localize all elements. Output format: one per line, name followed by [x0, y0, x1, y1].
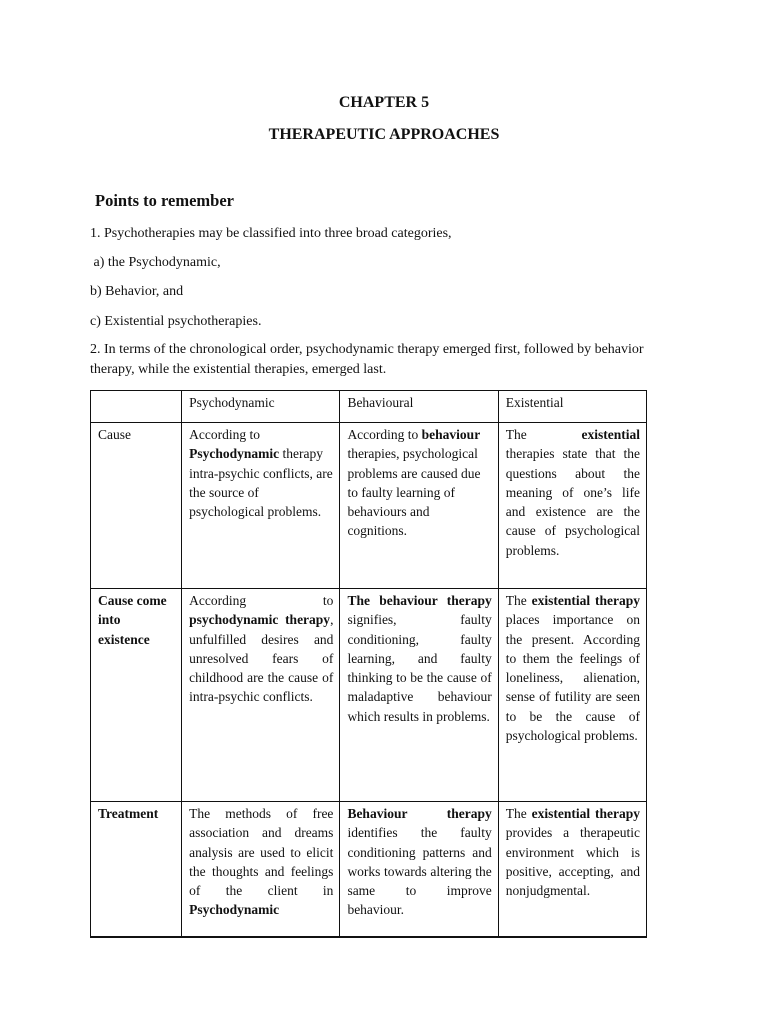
- row-label: Cause: [91, 423, 182, 589]
- point-1b: b) Behavior, and: [90, 284, 184, 299]
- table-cell: [182, 589, 340, 802]
- cell-text-bold: existential therapy: [531, 806, 640, 821]
- cell-text: The: [505, 806, 532, 821]
- cell-text: provides a therapeutic environment which is positive, accepting, and nonjudgmental.: [505, 825, 640, 899]
- point-1a: a) the Psychodynamic,: [90, 255, 221, 270]
- cell-text: According to: [347, 427, 422, 442]
- cell-text: The: [505, 427, 582, 442]
- cell-text: According to: [189, 593, 334, 608]
- cell-text-bold: behaviour: [421, 427, 481, 442]
- point-1: 1. Psychotherapies may be classified into three broad categories,: [90, 226, 452, 241]
- table-header-cell: Existential: [498, 391, 646, 423]
- cell-text-bold: existential therapy: [531, 593, 640, 608]
- table-cell: [340, 423, 498, 589]
- cell-text: therapies state that the questions about the meaning of one’s life and existence are the cause of psychological problems.: [505, 446, 640, 558]
- cell-text-bold: psychodynamic therapy: [189, 612, 331, 628]
- comparison-table: [90, 390, 647, 938]
- cell-text-bold: existential: [581, 427, 640, 442]
- table-cell: [182, 802, 340, 938]
- cell-text-bold: The behaviour therapy: [347, 593, 492, 608]
- table-header-cell: [91, 391, 182, 423]
- table-header-row: [91, 391, 647, 423]
- table-header-cell: Psychodynamic: [182, 391, 340, 423]
- chapter-label: CHAPTER 5: [338, 94, 430, 111]
- cell-text: therapies, psychological problems are caused due to faulty learning of behaviours and cognitions.: [347, 446, 481, 539]
- row-label: Cause come into existence: [91, 589, 182, 802]
- table-cell: [498, 423, 646, 589]
- cell-text: The methods of free association and dreams analysis are used to elicit the thoughts and feelings of the client in: [189, 806, 334, 899]
- point-1c: c) Existential psychotherapies.: [90, 314, 262, 329]
- cell-text-bold: Psychodynamic: [189, 902, 280, 918]
- cell-text: According to: [189, 427, 261, 442]
- cell-text: signifies, faulty conditioning, faulty learning, and faulty thinking to be the cause of maladaptive behaviour which results in problems.: [347, 612, 492, 724]
- table-header-cell: Behavioural: [340, 391, 498, 423]
- cell-text: The: [505, 593, 532, 608]
- table-cell: [498, 802, 646, 938]
- table-row: [91, 589, 647, 802]
- chapter-title: THERAPEUTIC APPROACHES: [268, 126, 500, 143]
- table-row: [91, 423, 647, 589]
- cell-text: , unfulfilled desires and unresolved fears of childhood are the cause of intra-psychic conflicts.: [189, 612, 334, 705]
- point-2: 2. In terms of the chronological order, psychodynamic therapy emerged first, followed by behavior therapy, while the existential therapies, emerged last.: [90, 342, 644, 377]
- cell-text: therapy intra-psychic conflicts, are the source of psychological problems.: [189, 446, 333, 520]
- table-cell: [340, 589, 498, 802]
- table-row: [91, 802, 647, 938]
- cell-text-bold: Psychodynamic: [189, 446, 280, 462]
- row-label: Treatment: [91, 802, 182, 938]
- table-cell: [498, 589, 646, 802]
- table-cell: [340, 802, 498, 938]
- table-cell: [182, 423, 340, 589]
- cell-text: places importance on the present. According to them the feelings of loneliness, alienation, sense of futility are seen to be the cause of psychological problems.: [505, 612, 640, 744]
- cell-text-bold: Behaviour therapy: [347, 806, 492, 821]
- cell-text: identifies the faulty conditioning patterns and works towards altering the same to improve behaviour.: [347, 825, 492, 918]
- section-heading: Points to remember: [95, 191, 234, 210]
